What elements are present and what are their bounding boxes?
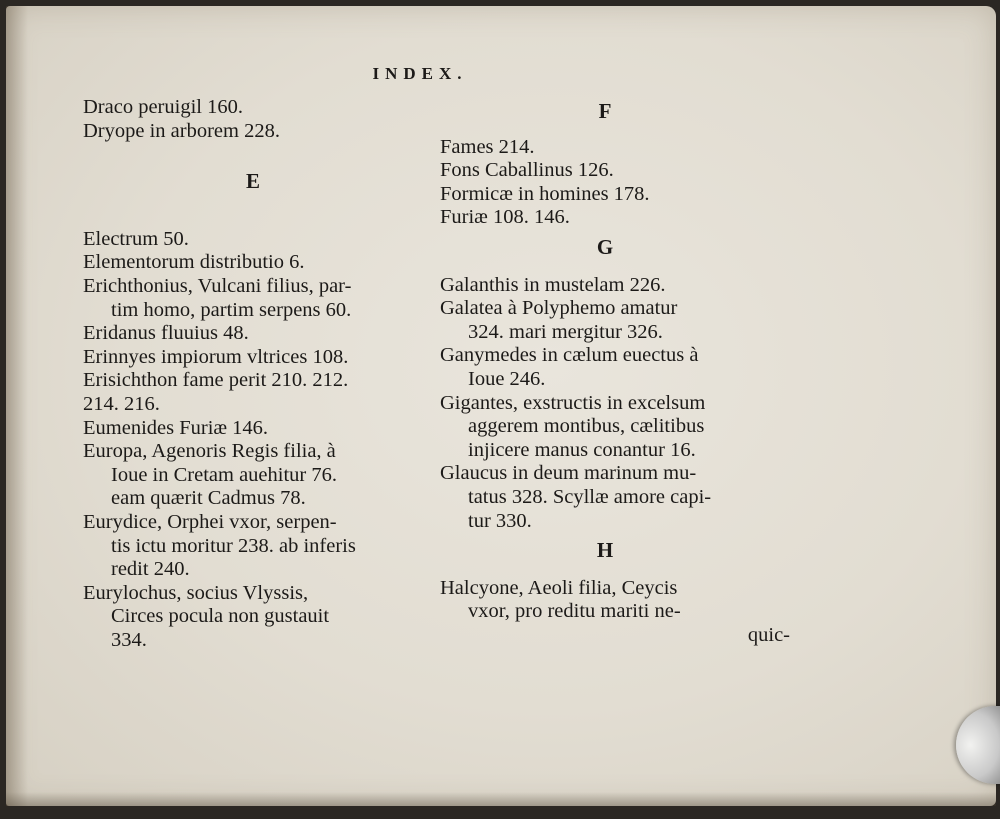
index-entry	[440, 136, 792, 160]
index-entry	[83, 440, 433, 511]
entry-line: Formicæ in homines 178.	[440, 182, 650, 205]
section-letter-h: H	[596, 538, 614, 563]
section-letter-f: F	[598, 99, 612, 123]
entry-line: Ganymedes in cælum euectus à	[440, 344, 699, 367]
entry-line: redit 240.	[111, 558, 190, 581]
entry-line: Galanthis in mustelam 226.	[440, 273, 666, 296]
entry-line: Eumenides Furiæ 146.	[83, 416, 269, 439]
catchword: quic-	[747, 623, 790, 646]
index-entry	[440, 392, 792, 463]
entry-line: Gigantes, exstructis in excelsum	[440, 391, 706, 414]
index-entry	[440, 274, 792, 298]
running-header: INDEX.	[372, 64, 468, 83]
left-column	[83, 96, 433, 652]
index-entry	[83, 228, 433, 252]
index-entry	[440, 159, 792, 183]
index-entry	[83, 96, 433, 120]
index-entry	[440, 206, 792, 230]
entry-line: tim homo, partim serpens 60.	[111, 298, 352, 321]
entry-line: Erichthonius, Vulcani filius, par-	[83, 274, 352, 297]
index-entry	[440, 297, 792, 344]
entry-line: Electrum 50.	[83, 227, 189, 250]
index-entry	[83, 346, 433, 370]
index-entry	[440, 462, 792, 533]
entry-line: 334.	[111, 628, 147, 651]
entry-line: Europa, Agenoris Regis filia, à	[83, 440, 336, 463]
entry-line: tis ictu moritur 238. ab inferis	[111, 534, 356, 557]
entry-line: vxor, pro reditu mariti ne-	[468, 600, 681, 623]
entry-line: Eurylochus, socius Vlyssis,	[83, 581, 309, 604]
section-letter-e: E	[245, 169, 260, 194]
entry-line: Erisichthon fame perit 210. 212.	[83, 369, 349, 392]
entry-line: tatus 328. Scyllæ amore capi-	[468, 485, 712, 508]
entry-line: aggerem montibus, cælitibus	[468, 415, 705, 438]
entry-line: Halcyone, Aeoli filia, Ceycis	[440, 576, 678, 599]
section-letter-g: G	[596, 234, 614, 259]
page-corner-curl	[956, 706, 1000, 784]
entry-line: eam quærit Cadmus 78.	[111, 487, 306, 510]
entry-line: Dryope in arborem 228.	[83, 119, 280, 142]
entry-line: Glaucus in deum marinum mu-	[440, 462, 697, 485]
index-entry	[83, 582, 433, 653]
entry-line: Circes pocula non gustauit	[111, 605, 330, 628]
entry-line: Eridanus fluuius 48.	[83, 322, 249, 345]
index-entry	[83, 511, 433, 582]
entry-line: Fons Caballinus 126.	[440, 159, 614, 182]
entry-line: Furiæ 108. 146.	[440, 206, 570, 229]
index-entry	[83, 369, 433, 416]
index-entry	[440, 344, 792, 391]
entry-line: tur 330.	[468, 509, 532, 532]
entry-line: injicere manus conantur 16.	[468, 438, 696, 461]
index-entry	[83, 322, 433, 346]
entry-line: Fames 214.	[440, 135, 535, 158]
entry-line: Eurydice, Orphei vxor, serpen-	[83, 510, 337, 533]
index-entry	[83, 120, 433, 144]
entry-line: Ioue 246.	[468, 367, 546, 390]
index-entry	[440, 183, 792, 207]
page-gutter-shadow	[6, 6, 28, 806]
page-bottom-edge	[6, 792, 996, 806]
index-entry	[83, 417, 433, 441]
right-column	[440, 100, 792, 647]
index-entry	[440, 577, 792, 624]
entry-line: Ioue in Cretam auehitur 76.	[111, 463, 338, 486]
index-entry	[83, 275, 433, 322]
index-entry	[83, 251, 433, 275]
entry-line: Galatea à Polyphemo amatur	[440, 297, 678, 320]
entry-line: 214. 216.	[83, 392, 160, 415]
entry-line: Elementorum distributio 6.	[83, 251, 305, 274]
entry-line: Erinnyes impiorum vltrices 108.	[83, 345, 349, 368]
entry-line: 324. mari mergitur 326.	[468, 320, 663, 343]
entry-line: Draco peruigil 160.	[83, 96, 243, 118]
